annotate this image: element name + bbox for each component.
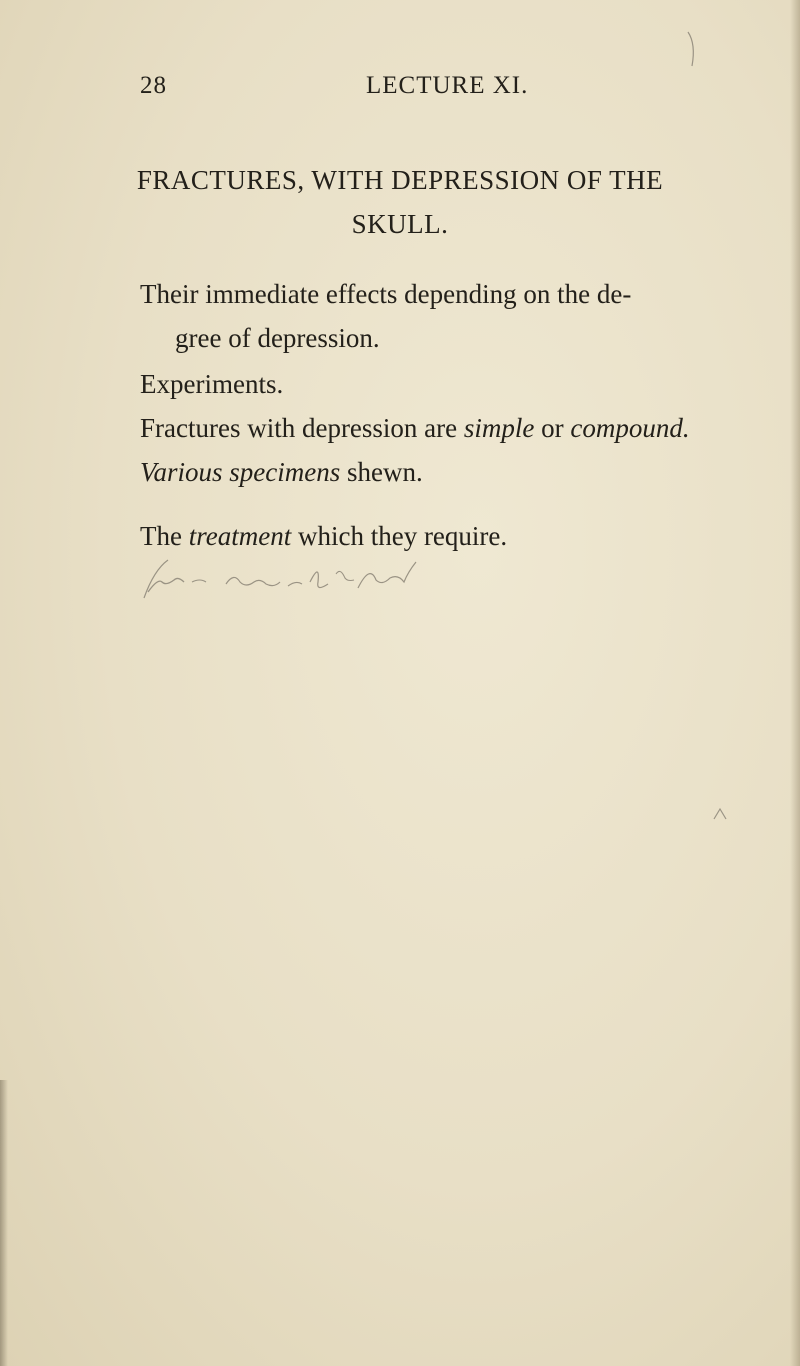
paragraph-text: which they require. — [291, 521, 508, 551]
italic-term-treatment: treatment — [188, 521, 292, 551]
paragraph-fractures — [140, 406, 690, 450]
running-head: LECTURE XI. — [366, 72, 529, 99]
paragraph-line: gree of depression. — [175, 323, 380, 353]
title-line-2: SKULL. — [351, 209, 449, 239]
italic-term-compound: compound. — [570, 413, 690, 443]
paragraph-line: Their immediate effects depending on the de- — [140, 279, 632, 309]
paragraph-immediate-effects — [140, 272, 631, 360]
paragraph-text: Experiments. — [140, 369, 284, 399]
pencil-tick-mark — [686, 30, 700, 70]
paragraph-text: shewn. — [340, 457, 423, 487]
paragraph-text: Fractures with depression are — [140, 413, 464, 443]
paragraph-experiments — [140, 362, 283, 406]
page-header — [140, 72, 640, 102]
paragraph-specimens — [140, 450, 423, 494]
italic-term-various-specimens: Various specimens — [140, 457, 341, 487]
page-edge-shadow — [790, 0, 800, 1366]
section-title — [100, 158, 700, 246]
paragraph-text: The — [140, 521, 189, 551]
title-line-1: FRACTURES, WITH DEPRESSION OF THE — [136, 165, 664, 195]
pencil-handwriting-scribble — [140, 552, 430, 602]
italic-term-simple: simple — [463, 413, 535, 443]
paragraph-text: or — [534, 413, 571, 443]
page-number: 28 — [140, 72, 167, 99]
binding-shadow — [0, 1080, 8, 1366]
pencil-mark — [712, 807, 728, 821]
